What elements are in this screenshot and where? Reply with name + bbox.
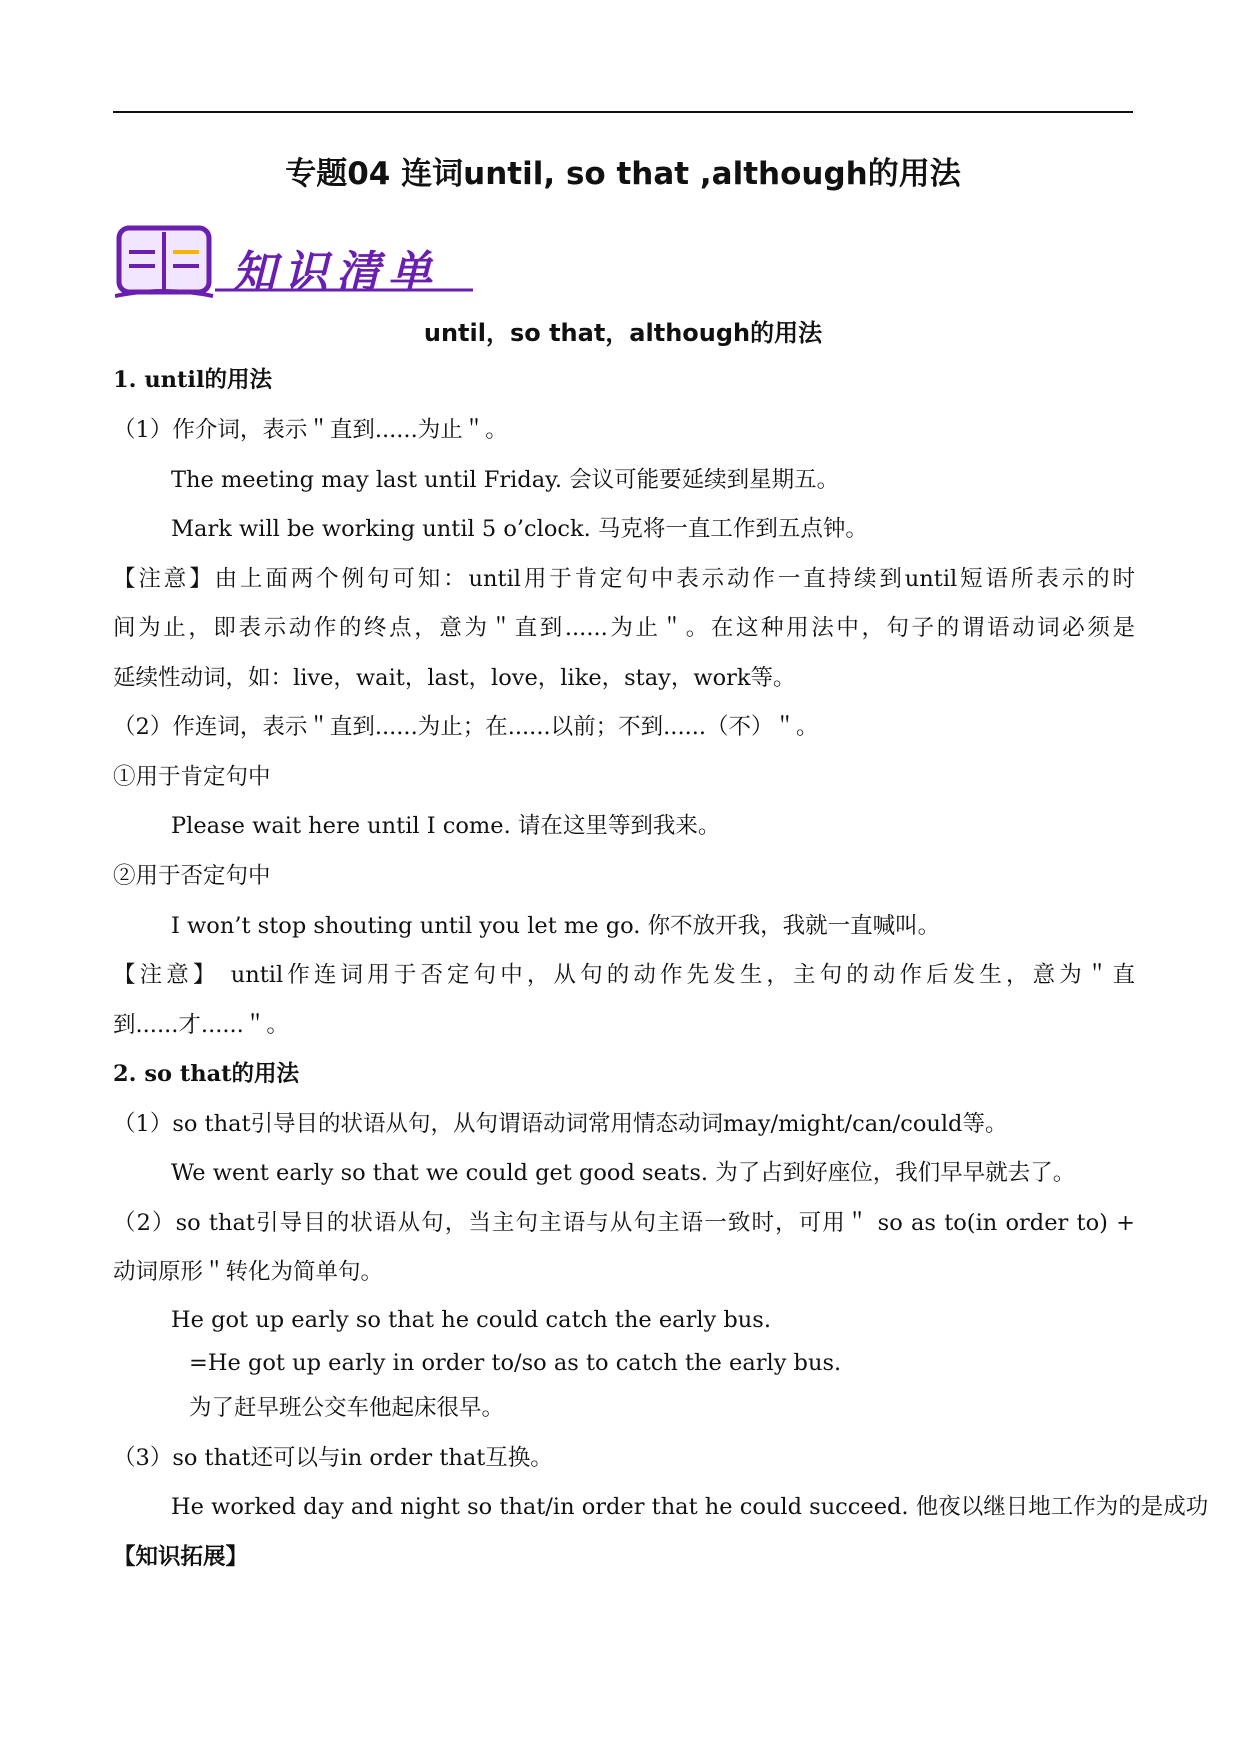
paragraph: （3）so that还可以与in order that互换。 — [113, 1445, 553, 1471]
example-sentence: I won’t stop shouting until you let me go. 你不放开我，我就一直喊叫。 — [171, 913, 941, 939]
section-subtitle: until，so that，although的用法 — [423, 319, 823, 347]
document-title: 专题04 连词until, so that ,although的用法 — [285, 156, 961, 192]
paragraph: （1）so that引导目的状语从句，从句谓语动词常用情态动词may/might/can/could等。 — [113, 1111, 1008, 1137]
heading-so-that: 2. so that的用法 — [113, 1061, 300, 1087]
example-translation: 为了赶早班公交车他起床很早。 — [189, 1395, 505, 1421]
sub-heading: ②用于否定句中 — [113, 863, 271, 889]
paragraph: （2）作连词，表示＂直到......为止；在......以前；不到......（不）＂。 — [113, 714, 819, 740]
example-sentence: He got up early so that he could catch the early bus. — [171, 1307, 771, 1333]
note: 延续性动词，如：live，wait，last，love，like，stay，work等。 — [113, 665, 796, 691]
note: 到......才......＂。 — [113, 1012, 289, 1038]
example-sentence: He worked day and night so that/in order that he could succeed. 他夜以继日地工作为的是成功 — [171, 1494, 1209, 1520]
note: 【注意】 until作连词用于否定句中，从句的动作先发生，主句的动作后发生，意为＂直 — [113, 962, 1135, 988]
extension-heading: 【知识拓展】 — [113, 1544, 249, 1570]
banner-title: 知识清单 — [232, 247, 440, 298]
top-rule — [113, 111, 1133, 113]
paragraph: （1）作介词，表示＂直到......为止＂。 — [113, 417, 508, 443]
example-sentence: Please wait here until I come. 请在这里等到我来。 — [171, 813, 721, 839]
heading-until: 1. until的用法 — [113, 367, 273, 393]
example-sentence: We went early so that we could get good seats. 为了占到好座位，我们早早就去了。 — [171, 1160, 1076, 1186]
example-sentence: The meeting may last until Friday. 会议可能要延续到星期五。 — [171, 467, 840, 493]
note: 间为止，即表示动作的终点，意为＂直到......为止＂。在这种用法中，句子的谓语动词必须是 — [113, 615, 1135, 641]
paragraph: 动词原形＂转化为简单句。 — [113, 1259, 384, 1285]
paragraph: （2）so that引导目的状语从句，当主句主语与从句主语一致时，可用＂ so as to(in order to) + — [113, 1210, 1135, 1236]
book-icon — [115, 228, 213, 296]
note: 【注意】由上面两个例句可知：until用于肯定句中表示动作一直持续到until短语所表示的时 — [113, 566, 1135, 592]
sub-heading: ①用于肯定句中 — [113, 764, 271, 790]
example-sentence: =He got up early in order to/so as to catch the early bus. — [189, 1350, 842, 1376]
example-sentence: Mark will be working until 5 o’clock. 马克将一直工作到五点钟。 — [171, 516, 868, 542]
